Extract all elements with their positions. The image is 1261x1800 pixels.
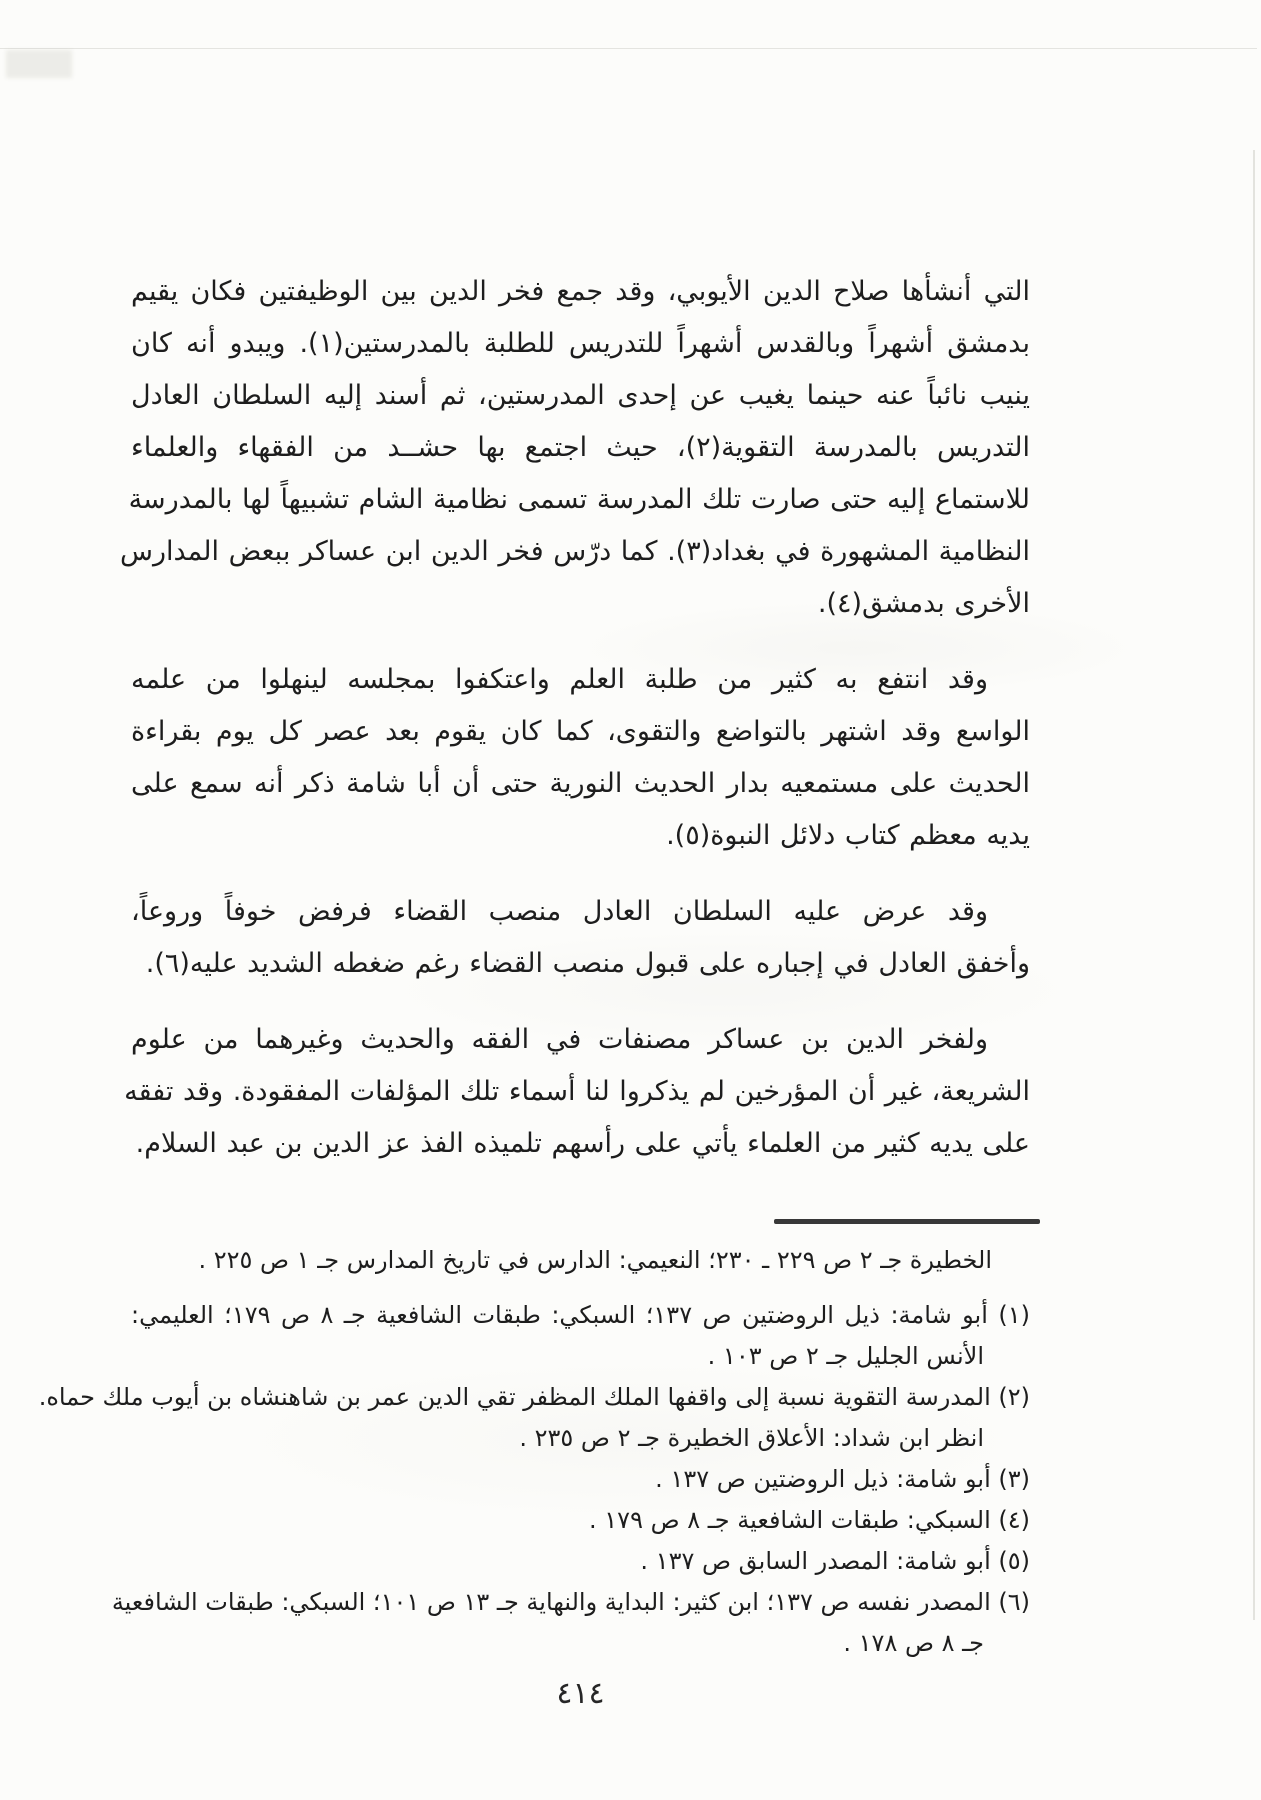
text-line: وأخفق العادل في إجباره على قبول منصب القضاء رغم ضغطه الشديد عليه(٦). (145, 948, 1030, 979)
main-text-block (119, 266, 1030, 1170)
text-line: ينيب نائباً عنه حينما يغيب عن إحدى المدرستين، ثم أسند إليه السلطان العادل (131, 380, 1030, 411)
scan-smudge (6, 50, 72, 78)
footnote-3-line: (٣) أبو شامة: ذيل الروضتين ص ١٣٧ . (655, 1465, 1030, 1493)
footnote-continuation-line: الخطيرة جـ ٢ ص ٢٢٩ ـ ٢٣٠؛ النعيمي: الدارس في تاريخ المدارس جـ ١ ص ٢٢٥ . (198, 1246, 992, 1274)
paragraph-1 (119, 266, 1030, 630)
paragraph-2 (131, 654, 1030, 862)
footnote-1-line: (١) أبو شامة: ذيل الروضتين ص ١٣٧؛ السبكي: طبقات الشافعية جـ ٨ ص ١٧٩؛ العليمي: (131, 1301, 1030, 1329)
text-line: التي أنشأها صلاح الدين الأيوبي، وقد جمع فخر الدين بين الوظيفتين فكان يقيم (131, 276, 1030, 307)
footnotes-block (38, 1240, 1030, 1664)
footnote-4-line: (٤) السبكي: طبقات الشافعية جـ ٨ ص ١٧٩ . (589, 1506, 1030, 1534)
text-line: النظامية المشهورة في بغداد(٣). كما درّس فخر الدين ابن عساكر ببعض المدارس (119, 536, 1030, 567)
text-line: بدمشق أشهراً وبالقدس أشهراً للتدريس للطلبة بالمدرستين(١). ويبدو أنه كان (131, 328, 1030, 359)
footnote-separator (774, 1219, 1040, 1224)
text-line: وقد عرض عليه السلطان العادل منصب القضاء فرفض خوفاً وروعاً، (131, 896, 988, 927)
text-line: ولفخر الدين بن عساكر مصنفات في الفقه والحديث وغيرهما من علوم (131, 1024, 988, 1055)
text-line: الواسع وقد اشتهر بالتواضع والتقوى، كما كان يقوم بعد عصر كل يوم بقراءة (131, 716, 1030, 747)
footnote-2-line: (٢) المدرسة التقوية نسبة إلى واقفها الملك المظفر تقي الدين عمر بن شاهنشاه بن أيوب ملك حماه. (38, 1383, 1030, 1411)
text-line: الأخرى بدمشق(٤). (817, 588, 1030, 619)
page-edge-shadow (1253, 150, 1255, 1620)
footnote-5-line: (٥) أبو شامة: المصدر السابق ص ١٣٧ . (640, 1547, 1030, 1575)
text-line: الشريعة، غير أن المؤرخين لم يذكروا لنا أسماء تلك المؤلفات المفقودة. وقد تفقه (124, 1076, 1030, 1107)
text-line: على يديه كثير من العلماء يأتي على رأسهم تلميذه الفذ عز الدين بن عبد السلام. (135, 1128, 1030, 1159)
footnote-1-line: الأنس الجليل جـ ٢ ص ١٠٣ . (707, 1342, 984, 1370)
footnote-6-line: (٦) المصدر نفسه ص ١٣٧؛ ابن كثير: البداية والنهاية جـ ١٣ ص ١٠١؛ السبكي: طبقات الشافعية (111, 1588, 1030, 1616)
text-line: وقد انتفع به كثير من طلبة العلم واعتكفوا بمجلسه لينهلوا من علمه (131, 664, 988, 695)
footnote-2-line: انظر ابن شداد: الأعلاق الخطيرة جـ ٢ ص ٢٣٥ . (519, 1424, 984, 1452)
text-line: التدريس بالمدرسة التقوية(٢)، حيث اجتمع بها حشــد من الفقهاء والعلماء (131, 432, 1030, 463)
page-number: ٤١٤ (556, 1676, 605, 1711)
text-line: يديه معظم كتاب دلائل النبوة(٥). (666, 820, 1030, 851)
text-line: للاستماع إليه حتى صارت تلك المدرسة تسمى نظامية الشام تشبيهاً لها بالمدرسة (128, 484, 1030, 515)
paragraph-4 (124, 1014, 1030, 1170)
paragraph-3 (131, 886, 1030, 990)
scan-seam-line (0, 48, 1257, 49)
text-line: الحديث على مستمعيه بدار الحديث النورية حتى أن أبا شامة ذكر أنه سمع على (131, 768, 1030, 799)
footnote-gap (131, 1281, 1030, 1295)
footnote-6-line: جـ ٨ ص ١٧٨ . (843, 1629, 984, 1657)
